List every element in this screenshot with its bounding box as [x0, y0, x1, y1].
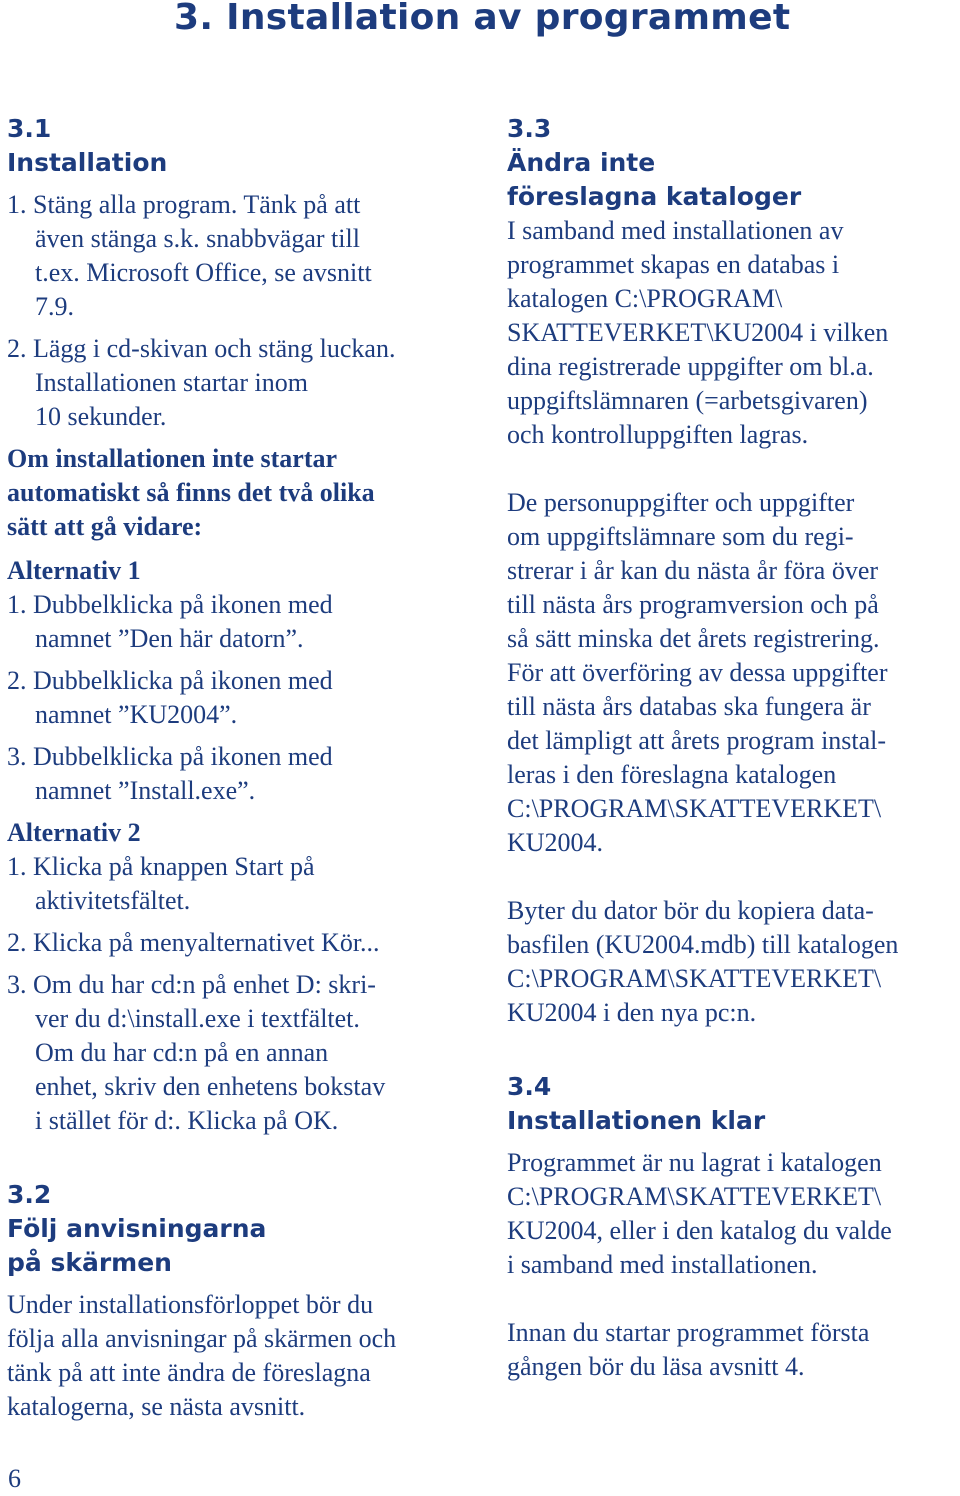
- left-column: [7, 112, 467, 1424]
- paragraph-1: [507, 1146, 957, 1282]
- page-title: 3. Installation av programmet: [174, 0, 791, 38]
- paragraph-line: I samband med installationen av: [507, 216, 844, 245]
- paragraph-2: [507, 1316, 957, 1384]
- step-line: Om du har cd:n på en annan: [35, 1038, 329, 1067]
- step-line: t.ex. Microsoft Office, se avsnitt: [35, 258, 372, 287]
- section-title-line: på skärmen: [7, 1248, 172, 1277]
- paragraph-1: [507, 214, 957, 452]
- paragraph-line: till nästa års databas ska fungera är: [507, 692, 871, 721]
- paragraph-line: C:\PROGRAM\SKATTEVERKET\: [507, 964, 882, 993]
- step-line: namnet ”KU2004”.: [35, 700, 238, 729]
- note-line: sätt att gå vidare:: [7, 512, 203, 541]
- paragraph-line: KU2004.: [507, 828, 604, 857]
- paragraph-line: katalogen C:\PROGRAM\: [507, 284, 783, 313]
- section-number: 3.2: [7, 1180, 52, 1209]
- paragraph-line: Under installationsförloppet bör du: [7, 1290, 374, 1319]
- paragraph-line: uppgiftslämnaren (=arbetsgivaren): [507, 386, 868, 415]
- step-1: [7, 188, 467, 324]
- paragraph-3: [507, 894, 957, 1030]
- paragraph-line: om uppgiftslämnare som du regi-: [507, 522, 854, 551]
- step-line: namnet ”Den här datorn”.: [35, 624, 304, 653]
- section-number: 3.3: [507, 114, 552, 143]
- paragraph-line: De personuppgifter och uppgifter: [507, 488, 855, 517]
- alternative-1-heading: Alternativ 1: [7, 556, 141, 585]
- step-line: 1. Dubbelklicka på ikonen med: [7, 590, 333, 619]
- paragraph-line: gången bör du läsa avsnitt 4.: [507, 1352, 805, 1381]
- section-title-line: föreslagna kataloger: [507, 182, 802, 211]
- paragraph-line: och kontrolluppgiften lagras.: [507, 420, 809, 449]
- step-line: 10 sekunder.: [35, 402, 167, 431]
- paragraph-line: programmet skapas en databas i: [507, 250, 840, 279]
- section-number: 3.4: [507, 1072, 552, 1101]
- right-column: [507, 112, 957, 1384]
- alternative-2-steps: [7, 850, 467, 1138]
- paragraph-line: Innan du startar programmet första: [507, 1318, 870, 1347]
- alternative-2-heading: Alternativ 2: [7, 818, 141, 847]
- step-line: 3. Dubbelklicka på ikonen med: [7, 742, 333, 771]
- step-line: Installationen startar inom: [35, 368, 308, 397]
- paragraph-line: SKATTEVERKET\KU2004 i vilken: [507, 318, 889, 347]
- section-3-4: [507, 1070, 957, 1384]
- page-number: 6: [8, 1464, 21, 1493]
- alternative-1-steps: [7, 588, 467, 808]
- step-line: i stället för d:. Klicka på OK.: [35, 1106, 339, 1135]
- paragraph-line: Byter du dator bör du kopiera data-: [507, 896, 874, 925]
- note-line: automatiskt så finns det två olika: [7, 478, 375, 507]
- section-3-1: [7, 112, 467, 1138]
- section-title: Installationen klar: [507, 1106, 766, 1135]
- step-2: [7, 332, 467, 434]
- section-number: 3.1: [7, 114, 52, 143]
- step-line: enhet, skriv den enhetens bokstav: [35, 1072, 386, 1101]
- section-title-line: Ändra inte: [507, 148, 656, 177]
- section-title: Installation: [7, 148, 168, 177]
- paragraph-line: KU2004, eller i den katalog du valde: [507, 1216, 892, 1245]
- paragraph-line: det lämpligt att årets program instal-: [507, 726, 887, 755]
- section-3-2: [7, 1178, 467, 1424]
- paragraph-line: Programmet är nu lagrat i katalogen: [507, 1148, 882, 1177]
- paragraph-line: följa alla anvisningar på skärmen och: [7, 1324, 397, 1353]
- section-paragraph: [7, 1288, 467, 1424]
- paragraph-line: leras i den föreslagna katalogen: [507, 760, 837, 789]
- note-line: Om installationen inte startar: [7, 444, 338, 473]
- paragraph-line: KU2004 i den nya pc:n.: [507, 998, 757, 1027]
- step-line: namnet ”Install.exe”.: [35, 776, 256, 805]
- section-title-line: Följ anvisningarna: [7, 1214, 267, 1243]
- paragraph-2: [507, 486, 957, 860]
- step-line: ver du d:\install.exe i textfältet.: [35, 1004, 360, 1033]
- paragraph-line: För att överföring av dessa uppgifter: [507, 658, 888, 687]
- paragraph-line: i samband med installationen.: [507, 1250, 818, 1279]
- paragraph-line: basfilen (KU2004.mdb) till katalogen: [507, 930, 899, 959]
- paragraph-line: tänk på att inte ändra de föreslagna: [7, 1358, 371, 1387]
- step-line: 2. Dubbelklicka på ikonen med: [7, 666, 333, 695]
- step-line: aktivitetsfältet.: [35, 886, 191, 915]
- paragraph-line: till nästa års programversion och på: [507, 590, 879, 619]
- fallback-note: [7, 442, 467, 544]
- paragraph-line: så sätt minska det årets registrering.: [507, 624, 880, 653]
- section-3-3: [507, 112, 957, 1030]
- step-line: även stänga s.k. snabbvägar till: [35, 224, 360, 253]
- step-line: 7.9.: [35, 292, 74, 321]
- step-line: 3. Om du har cd:n på enhet D: skri-: [7, 970, 376, 999]
- paragraph-line: C:\PROGRAM\SKATTEVERKET\: [507, 794, 882, 823]
- step-line: 1. Klicka på knappen Start på: [7, 852, 315, 881]
- paragraph-line: katalogerna, se nästa avsnitt.: [7, 1392, 306, 1421]
- paragraph-line: dina registrerade uppgifter om bl.a.: [507, 352, 874, 381]
- step-line: 1. Stäng alla program. Tänk på att: [7, 190, 361, 219]
- step-line: 2. Lägg i cd-skivan och stäng luckan.: [7, 334, 396, 363]
- step-line: 2. Klicka på menyalternativet Kör...: [7, 928, 380, 957]
- paragraph-line: C:\PROGRAM\SKATTEVERKET\: [507, 1182, 882, 1211]
- paragraph-line: strerar i år kan du nästa år föra över: [507, 556, 879, 585]
